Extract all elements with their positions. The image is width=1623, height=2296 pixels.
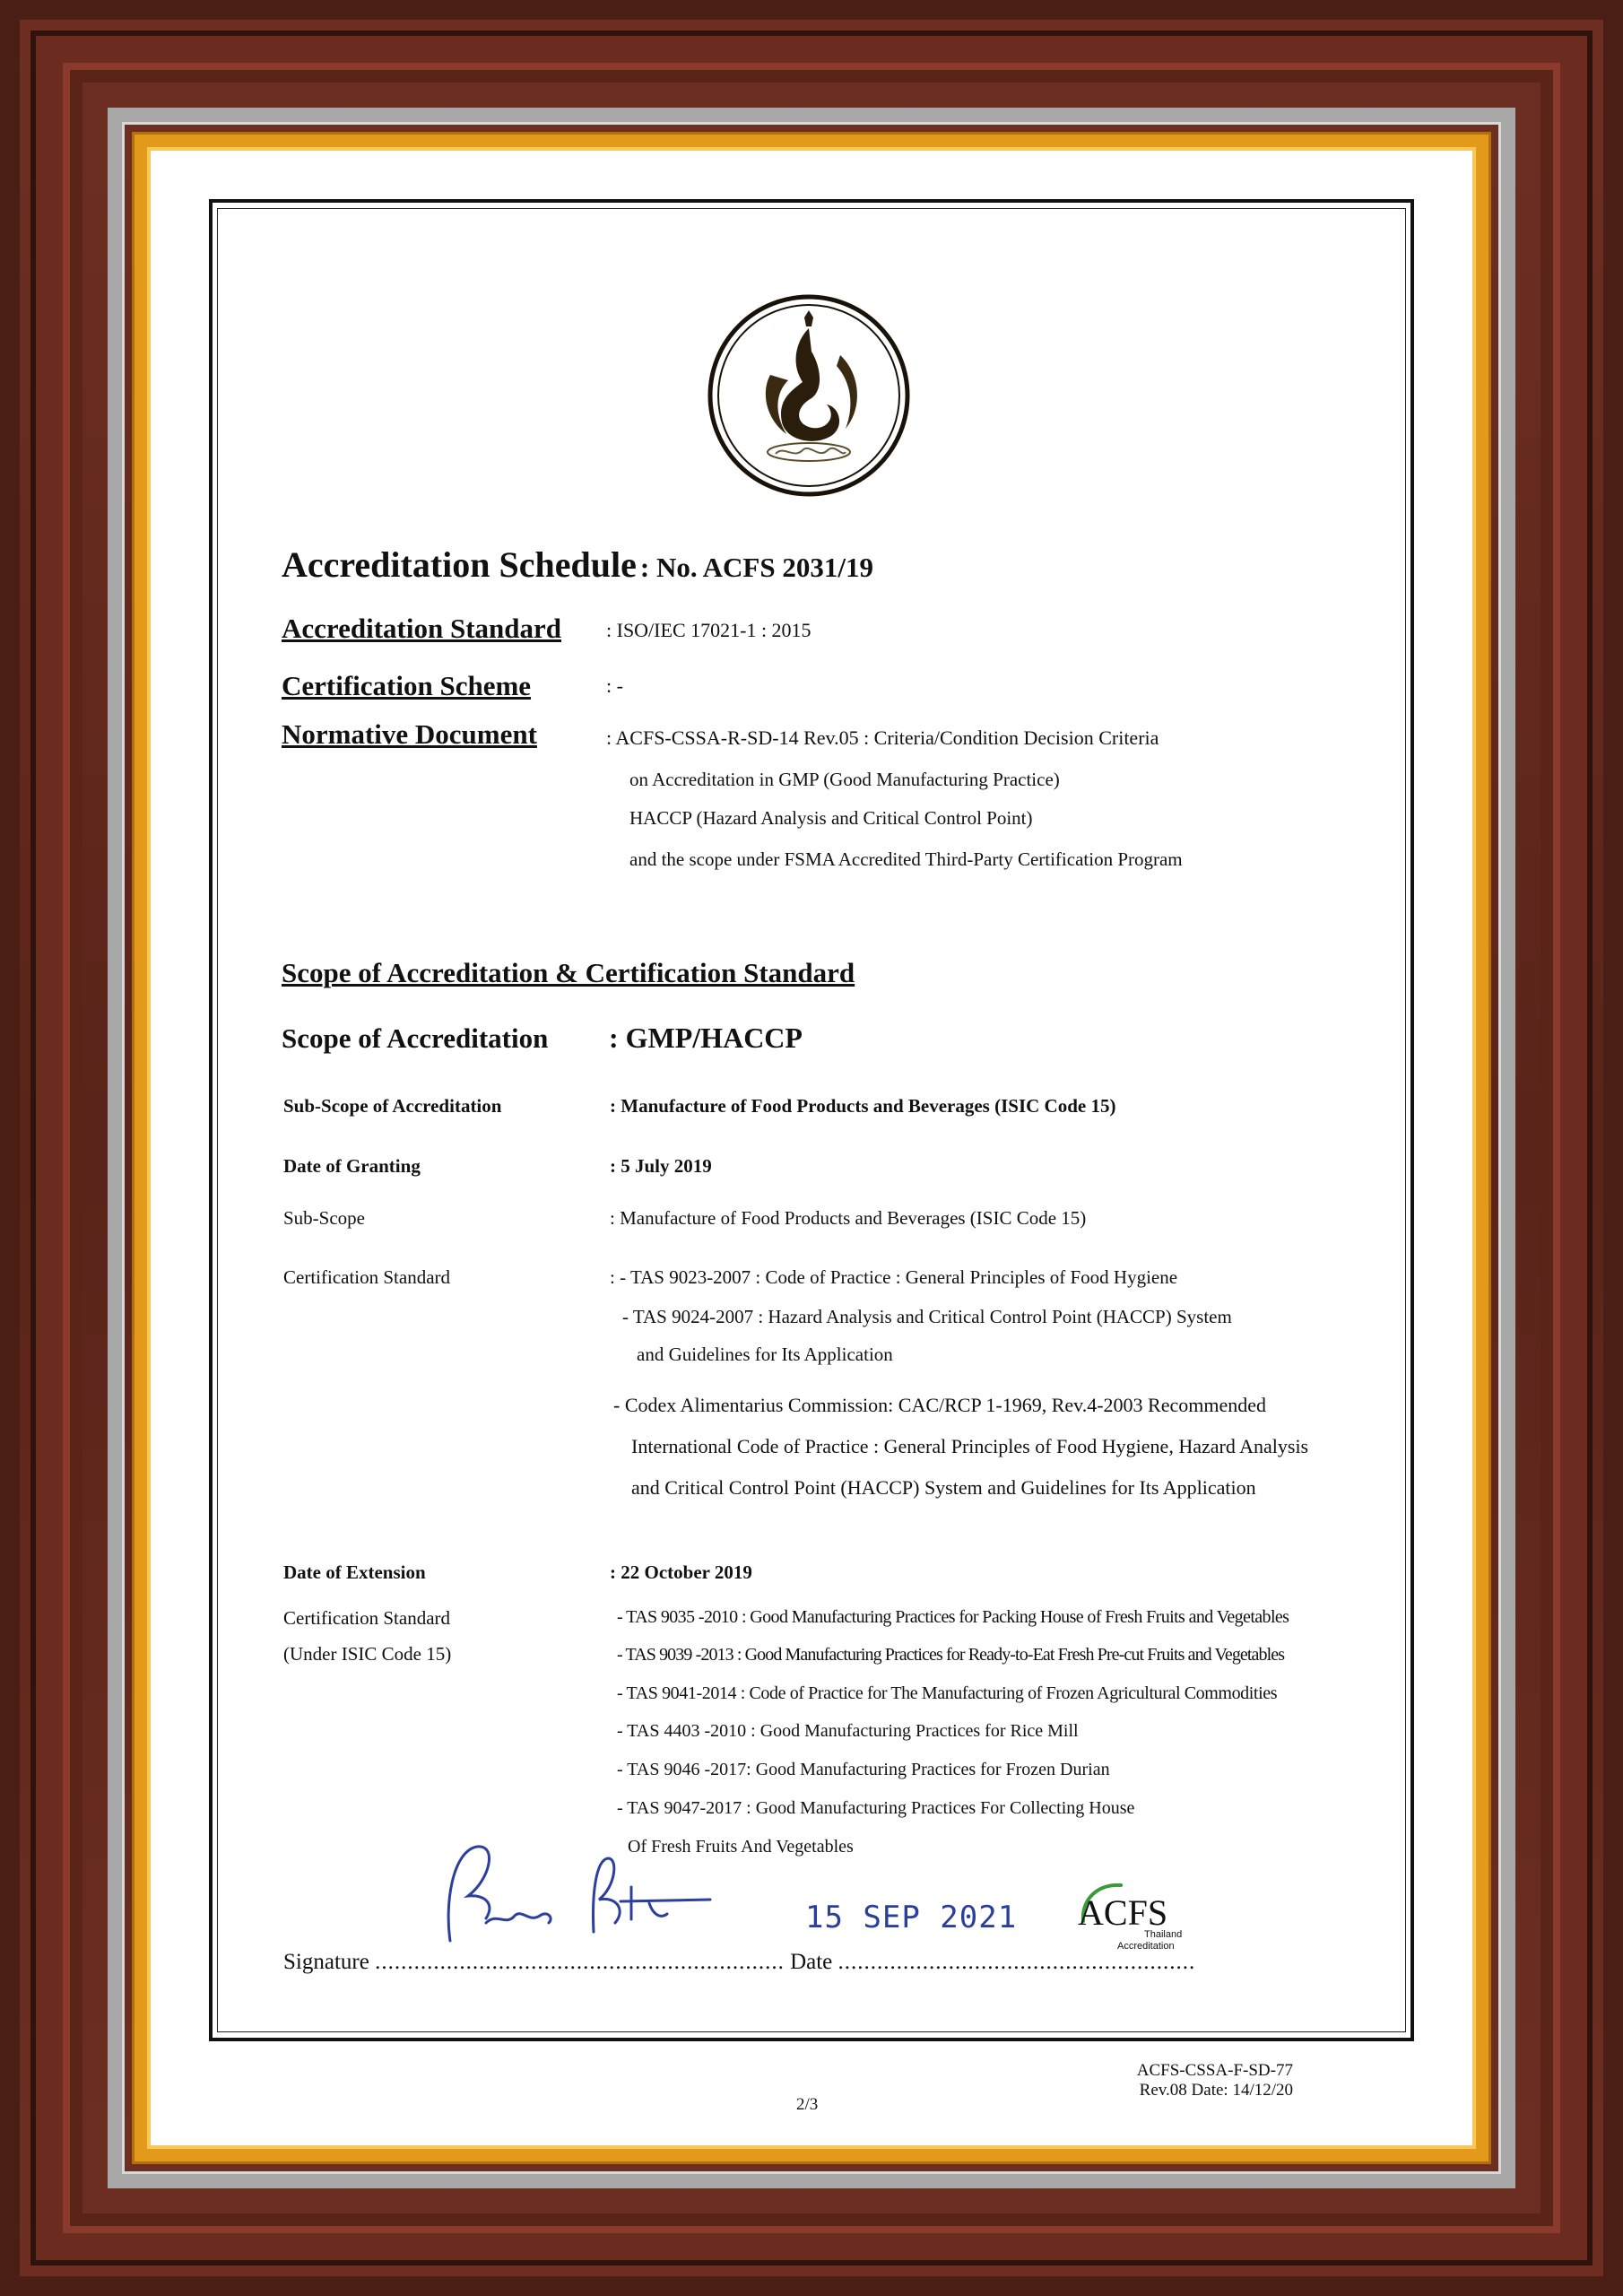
- certification-standard-line: : - TAS 9023-2007 : Code of Practice : General Principles of Food Hygiene: [610, 1266, 1178, 1288]
- signature-line: ...............................................................: [375, 1950, 785, 1974]
- document-code-rev: Rev.08 Date: 14/12/20: [1139, 2081, 1293, 2100]
- acfs-logo-line1: Thailand: [1144, 1929, 1183, 1940]
- normative-document-line-4: and the scope under FSMA Accredited Third-Party Certification Program: [629, 848, 1183, 870]
- certification-standard-line: - TAS 9024-2007 : Hazard Analysis and Critical Control Point (HACCP) System: [622, 1306, 1232, 1327]
- certification-standard-line: International Code of Practice : General Principles of Food Hygiene, Hazard Analysis: [631, 1435, 1309, 1457]
- sub-scope-value: : Manufacture of Food Products and Beverages (ISIC Code 15): [610, 1207, 1087, 1229]
- scope-of-accreditation-value: : GMP/HACCP: [609, 1022, 803, 1054]
- certification-scheme-label: Certification Scheme: [282, 670, 532, 701]
- sub-scope-of-accreditation-label: Sub-Scope of Accreditation: [283, 1095, 502, 1117]
- handwritten-signature: [441, 1833, 728, 1959]
- certification-scheme-value: : -: [606, 674, 623, 697]
- date-stamp: 15 SEP 2021: [805, 1900, 1018, 1935]
- page-number: 2/3: [796, 2095, 819, 2114]
- sub-scope-label: Sub-Scope: [283, 1207, 365, 1229]
- signature-label: Signature: [283, 1950, 369, 1974]
- certificate-page: [158, 158, 1465, 2138]
- normative-document-label: Normative Document: [282, 718, 537, 750]
- date-of-extension-label: Date of Extension: [283, 1561, 426, 1583]
- title-main: Accreditation Schedule: [282, 544, 637, 585]
- acfs-logo-text: ACFS: [1078, 1892, 1168, 1933]
- acfs-logo: [1065, 1878, 1191, 1955]
- extension-standard-line: - TAS 4403 -2010 : Good Manufacturing Practices for Rice Mill: [617, 1721, 1079, 1741]
- schedule-number: : No. ACFS 2031/19: [639, 552, 873, 583]
- date-of-granting-label: Date of Granting: [283, 1155, 421, 1177]
- certification-standard-line: - Codex Alimentarius Commission: CAC/RCP 1-1969, Rev.4-2003 Recommended: [613, 1394, 1267, 1416]
- extension-standard-line: - TAS 9046 -2017: Good Manufacturing Practices for Frozen Durian: [617, 1760, 1110, 1779]
- naga-emblem-icon: [706, 292, 912, 499]
- normative-document-line-3: HACCP (Hazard Analysis and Critical Control Point): [629, 807, 1033, 829]
- date-of-granting-value: : 5 July 2019: [610, 1155, 712, 1177]
- certification-standard-line: and Critical Control Point (HACCP) System and Guidelines for Its Application: [631, 1476, 1256, 1499]
- signature-row: [283, 1950, 1195, 1975]
- date-label: Date: [790, 1950, 833, 1974]
- extension-standard-line: - TAS 9047-2017 : Good Manufacturing Practices For Collecting House: [617, 1798, 1135, 1818]
- extension-standard-line: - TAS 9039 -2013 : Good Manufacturing Practices for Ready-to-Eat Fresh Pre-cut Fruits and Vegetables: [617, 1645, 1285, 1665]
- document-code-id: ACFS-CSSA-F-SD-77: [1136, 2061, 1293, 2080]
- accreditation-standard-label: Accreditation Standard: [282, 613, 562, 644]
- scope-of-accreditation-label: Scope of Accreditation: [282, 1022, 549, 1054]
- date-line: .......................................................: [838, 1950, 1196, 1974]
- date-of-extension-value: : 22 October 2019: [610, 1561, 752, 1583]
- acfs-logo-line2: Accreditation: [1117, 1941, 1175, 1952]
- certification-standard-line: and Guidelines for Its Application: [637, 1344, 893, 1365]
- extension-cert-label: Certification Standard: [283, 1607, 451, 1629]
- page-title: [282, 544, 873, 586]
- document-code: [1137, 2061, 1293, 2100]
- extension-standard-line: - TAS 9041-2014 : Code of Practice for The Manufacturing of Frozen Agricultural Commodities: [617, 1683, 1278, 1703]
- extension-standard-line: - TAS 9035 -2010 : Good Manufacturing Practices for Packing House of Fresh Fruits and Vegetables: [617, 1607, 1289, 1627]
- sub-scope-of-accreditation-value: : Manufacture of Food Products and Beverages (ISIC Code 15): [610, 1095, 1116, 1117]
- normative-document-line-1: : ACFS-CSSA-R-SD-14 Rev.05 : Criteria/Condition Decision Criteria: [606, 726, 1159, 749]
- normative-document-line-2: on Accreditation in GMP (Good Manufacturing Practice): [629, 769, 1060, 790]
- extension-standard-line: Of Fresh Fruits And Vegetables: [628, 1837, 854, 1857]
- certification-standard-label: Certification Standard: [283, 1266, 451, 1288]
- extension-cert-sublabel: (Under ISIC Code 15): [283, 1643, 452, 1665]
- scope-section-heading: Scope of Accreditation & Certification Standard: [282, 957, 855, 988]
- accreditation-standard-value: : ISO/IEC 17021-1 : 2015: [606, 619, 812, 641]
